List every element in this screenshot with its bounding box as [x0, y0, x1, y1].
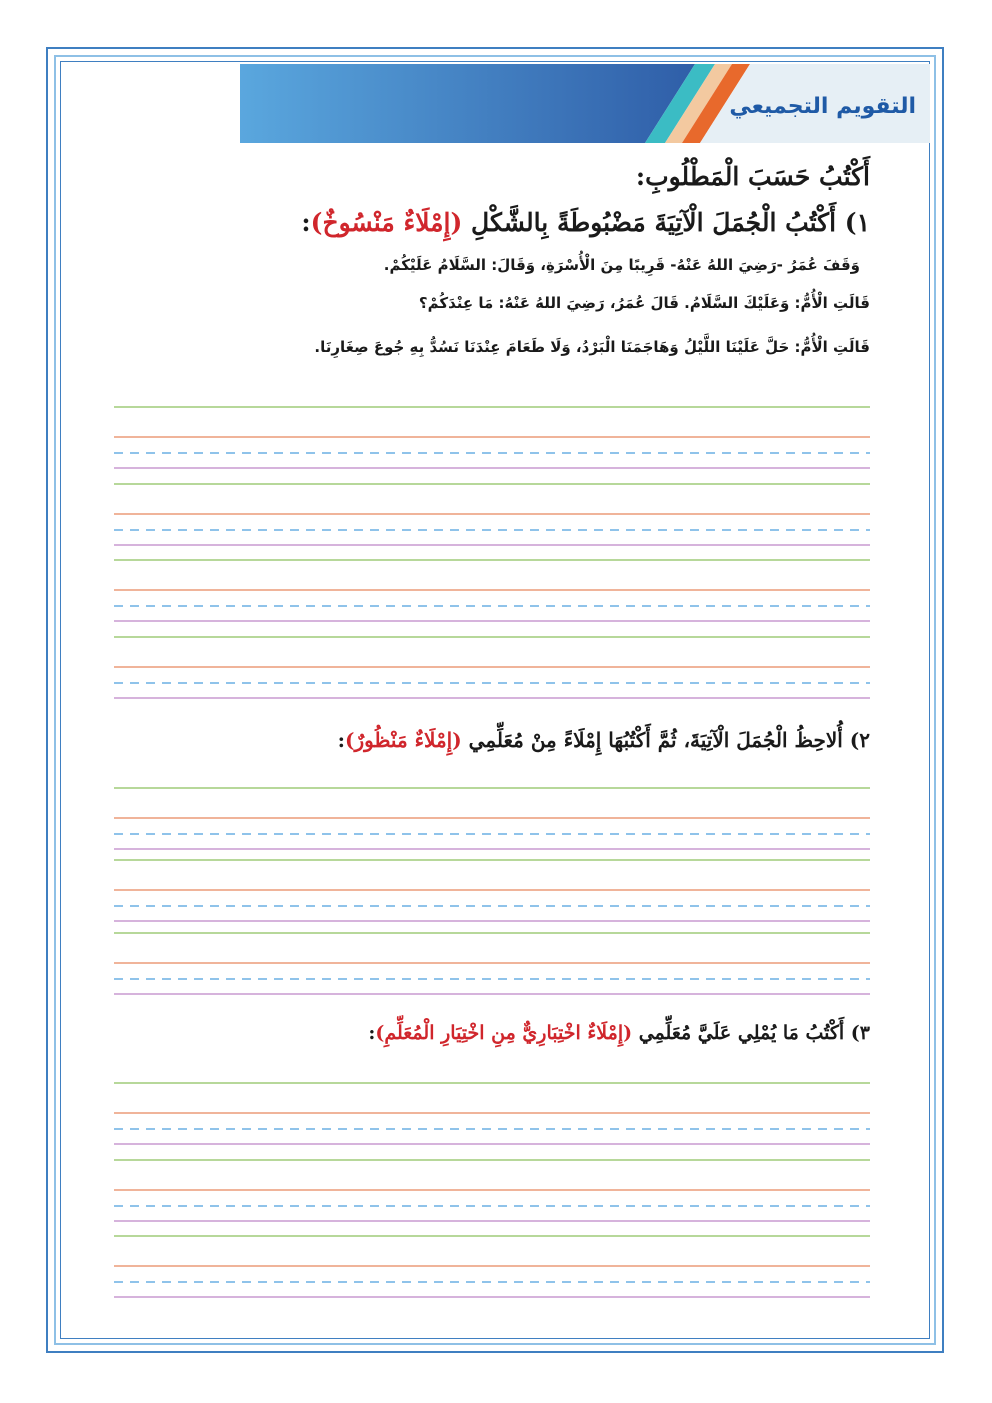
- writing-lines: [114, 0, 870, 1403]
- question-2-text: ٢) أُلاحِظُ الْجُمَلَ الْآتِيَةَ، ثُمَّ أَكْتُبُهَا إِمْلَاءً مِنْ مُعَلِّمِي: [468, 728, 870, 752]
- question-3-tag: (إِمْلَاءٌ اخْتِبَارِيٌّ مِنِ اخْتِيَارِ الْمُعَلِّمِ): [375, 1022, 633, 1044]
- passage-line-2: قَالَتِ الْأُمُّ: وَعَلَيْكَ السَّلَامُ. قَالَ عُمَرُ، رَضِيَ اللهُ عَنْهُ: مَا عِنْدَكُمْ؟: [418, 294, 870, 312]
- question-1-tag: (إِمْلَاءٌ مَنْسُوخٌ): [310, 208, 463, 237]
- passage-line-1: وَقَفَ عُمَرُ -رَضِيَ اللهُ عَنْهُ- قَرِيبًا مِنَ الْأُسْرَةِ، وَقَالَ: السَّلَامُ عَلَيْكُمْ.: [383, 256, 860, 274]
- question-2-end: :: [337, 728, 346, 752]
- question-3-text: ٣) أَكْتُبُ مَا يُمْلِي عَلَيَّ مُعَلِّمِي: [638, 1022, 870, 1044]
- instructions-heading: أَكْتُبُ حَسَبَ الْمَطْلُوبِ:: [635, 162, 870, 191]
- question-2-tag: (إِمْلَاءٌ مَنْظُورٌ): [345, 728, 462, 752]
- question-1-end: :: [301, 208, 311, 237]
- passage-line-3: قَالَتِ الْأُمُّ: حَلَّ عَلَيْنَا اللَّيْلُ وَهَاجَمَنَا الْبَرْدُ، وَلَا طَعَامَ عِنْدَنَا نَسُدُّ بِهِ جُوعَ صِغَارِنَا.: [314, 338, 870, 356]
- question-3-end: :: [368, 1022, 376, 1044]
- question-1-text: ١) أَكْتُبُ الْجُمَلَ الْآتِيَةَ مَضْبُوطَةً بِالشَّكْلِ: [471, 208, 870, 237]
- banner-title: التقويم التجميعي: [729, 94, 916, 119]
